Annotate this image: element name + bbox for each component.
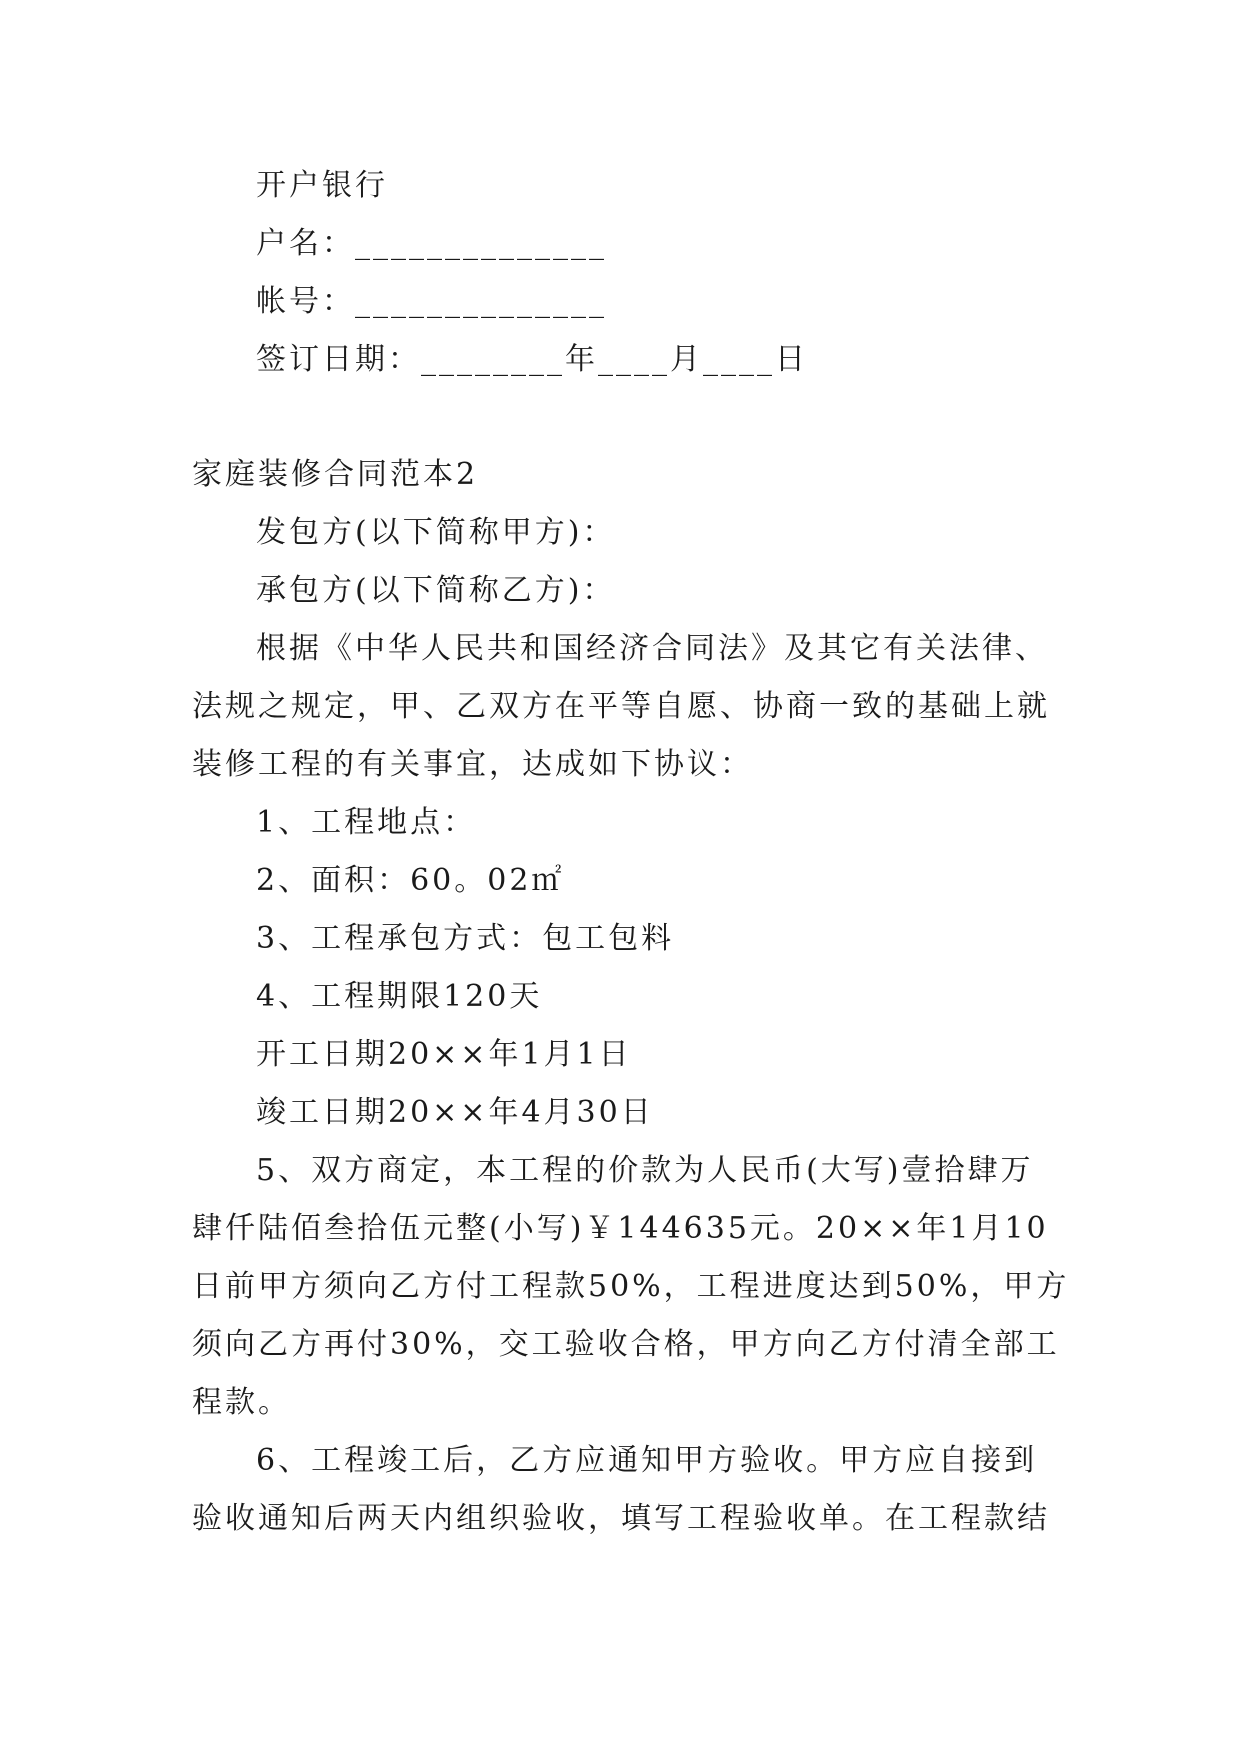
item-line: 竣工日期20××年4月30日	[256, 1095, 654, 1130]
clause5-line: 程款。	[192, 1385, 291, 1420]
intro-line: 根据《中华人民共和国经济合同法》及其它有关法律、	[256, 631, 1048, 666]
bank-label: 开户银行	[256, 168, 388, 203]
clause5-line: 5、双方商定，本工程的价款为人民币(大写)壹拾肆万	[256, 1153, 1034, 1188]
clause5-line: 肆仟陆佰叁拾伍元整(小写)￥144635元。20××年1月10	[192, 1211, 1049, 1246]
item-line: 3、工程承包方式：包工包料	[256, 921, 675, 956]
intro-line: 装修工程的有关事宜，达成如下协议：	[192, 747, 753, 782]
account-name-field: 户名：______________	[256, 226, 607, 261]
sign-date-field: 签订日期：________年____月____日	[256, 342, 808, 377]
item-line: 1、工程地点：	[256, 805, 477, 840]
intro-line: 法规之规定，甲、乙双方在平等自愿、协商一致的基础上就	[192, 689, 1050, 724]
item-line: 开工日期20××年1月1日	[256, 1037, 632, 1072]
clause5-line: 须向乙方再付30%，交工验收合格，甲方向乙方付清全部工	[192, 1327, 1060, 1362]
clause6-line: 验收通知后两天内组织验收，填写工程验收单。在工程款结	[192, 1501, 1050, 1536]
clause5-line: 日前甲方须向乙方付工程款50%，工程进度达到50%，甲方	[192, 1269, 1070, 1304]
item-line: 4、工程期限120天	[256, 979, 543, 1014]
clause6-line: 6、工程竣工后，乙方应通知甲方验收。甲方应自接到	[256, 1443, 1038, 1478]
item-line: 2、面积：60。02㎡	[256, 863, 565, 898]
party-a-line: 发包方(以下简称甲方)：	[256, 515, 616, 550]
party-b-line: 承包方(以下简称乙方)：	[256, 573, 616, 608]
account-number-field: 帐号：______________	[256, 284, 607, 319]
section-title: 家庭装修合同范本2	[192, 457, 479, 492]
